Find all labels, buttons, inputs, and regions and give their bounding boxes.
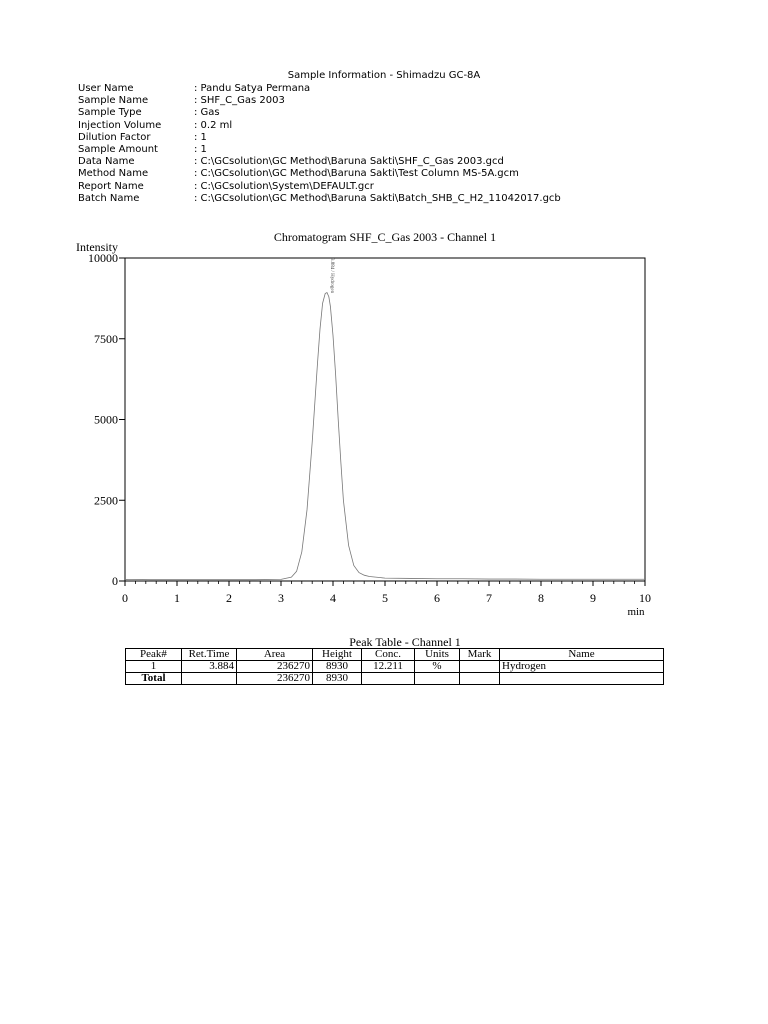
info-value: : 0.2 ml: [194, 119, 233, 131]
info-label: Sample Name: [78, 95, 149, 107]
peak-table-column-header: Name: [500, 649, 664, 661]
info-label: Method Name: [78, 168, 149, 180]
total-conc-cell: [362, 673, 415, 685]
total-label-cell: Total: [126, 673, 182, 685]
peak-table-header-row: [126, 649, 664, 661]
peak-table-column-header: Height: [313, 649, 362, 661]
x-tick-label: 3: [278, 591, 284, 605]
x-axis-label: min: [627, 606, 645, 618]
info-value: : C:\GCsolution\GC Method\Baruna Sakti\Batch_SHB_C_H2_11042017.gcb: [194, 192, 561, 204]
y-tick-label: 10000: [88, 251, 118, 265]
x-tick-label: 4: [330, 591, 336, 605]
peak-table-column-header: Mark: [460, 649, 500, 661]
info-value: : Pandu Satya Permana: [194, 83, 311, 94]
peak-table-column-header: Ret.Time: [182, 649, 237, 661]
conc-cell: 12.211: [362, 661, 415, 673]
info-label: Report Name: [78, 180, 144, 192]
peak-table-total-row: [126, 673, 664, 685]
peak-table-column-header: Area: [237, 649, 313, 661]
info-value: : C:\GCsolution\System\DEFAULT.gcr: [194, 180, 374, 192]
y-tick-label: 7500: [94, 331, 118, 346]
peak-table-column-header: Units: [415, 649, 460, 661]
total-area-cell: 236270: [237, 673, 313, 685]
ret-time-cell: 3.884: [182, 661, 237, 673]
info-value: : SHF_C_Gas 2003: [194, 95, 285, 107]
plot-area-frame: [125, 258, 645, 581]
y-tick-label: 5000: [94, 412, 118, 427]
peak-table-title: Peak Table - Channel 1: [349, 635, 461, 649]
units-cell: %: [415, 661, 460, 673]
area-cell: 236270: [237, 661, 313, 673]
info-label: Sample Type: [78, 107, 142, 119]
peak-label: 3.884 / Hydrogen: [328, 258, 334, 294]
info-label: Injection Volume: [78, 119, 162, 131]
peak-table-column-header: Conc.: [362, 649, 415, 661]
mark-cell: [460, 661, 500, 673]
x-tick-label: 2: [226, 591, 232, 605]
peak-number-cell: 1: [126, 661, 182, 673]
total-name-cell: [500, 673, 664, 685]
info-value: : 1: [194, 131, 207, 143]
total-ret-time-cell: [182, 673, 237, 685]
x-tick-label: 8: [538, 591, 544, 605]
info-label: Batch Name: [78, 192, 140, 204]
total-units-cell: [415, 673, 460, 685]
x-tick-label: 9: [590, 591, 596, 605]
x-tick-label: 1: [174, 591, 180, 605]
info-value: : C:\GCsolution\GC Method\Baruna Sakti\Test Column MS-5A.gcm: [194, 168, 519, 180]
info-value: : Gas: [194, 107, 220, 119]
y-tick-label: 2500: [94, 493, 118, 508]
report-title: Sample Information - Shimadzu GC-8A: [287, 70, 481, 81]
info-value: : C:\GCsolution\GC Method\Baruna Sakti\SHF_C_Gas 2003.gcd: [194, 156, 504, 168]
total-height-cell: 8930: [313, 673, 362, 685]
info-label: Sample Amount: [78, 143, 158, 155]
x-tick-label: 0: [122, 591, 128, 605]
y-axis-label: Intensity: [76, 240, 118, 254]
peak-table-row: [126, 661, 664, 673]
peak-table-column-header: Peak#: [126, 649, 182, 661]
x-tick-label: 6: [434, 591, 440, 605]
total-mark-cell: [460, 673, 500, 685]
info-value: : 1: [194, 143, 207, 155]
info-label: Data Name: [78, 156, 135, 168]
chart-title: Chromatogram SHF_C_Gas 2003 - Channel 1: [273, 230, 497, 244]
peak-table: [125, 648, 664, 685]
x-tick-label: 7: [486, 591, 492, 605]
info-label: User Name: [78, 83, 134, 94]
x-tick-label: 5: [382, 591, 388, 605]
y-tick-label: 0: [112, 574, 118, 588]
info-label: Dilution Factor: [78, 131, 151, 143]
height-cell: 8930: [313, 661, 362, 673]
chromatogram-trace: [125, 293, 645, 580]
name-cell: Hydrogen: [500, 661, 664, 673]
x-tick-label: 10: [639, 591, 651, 605]
